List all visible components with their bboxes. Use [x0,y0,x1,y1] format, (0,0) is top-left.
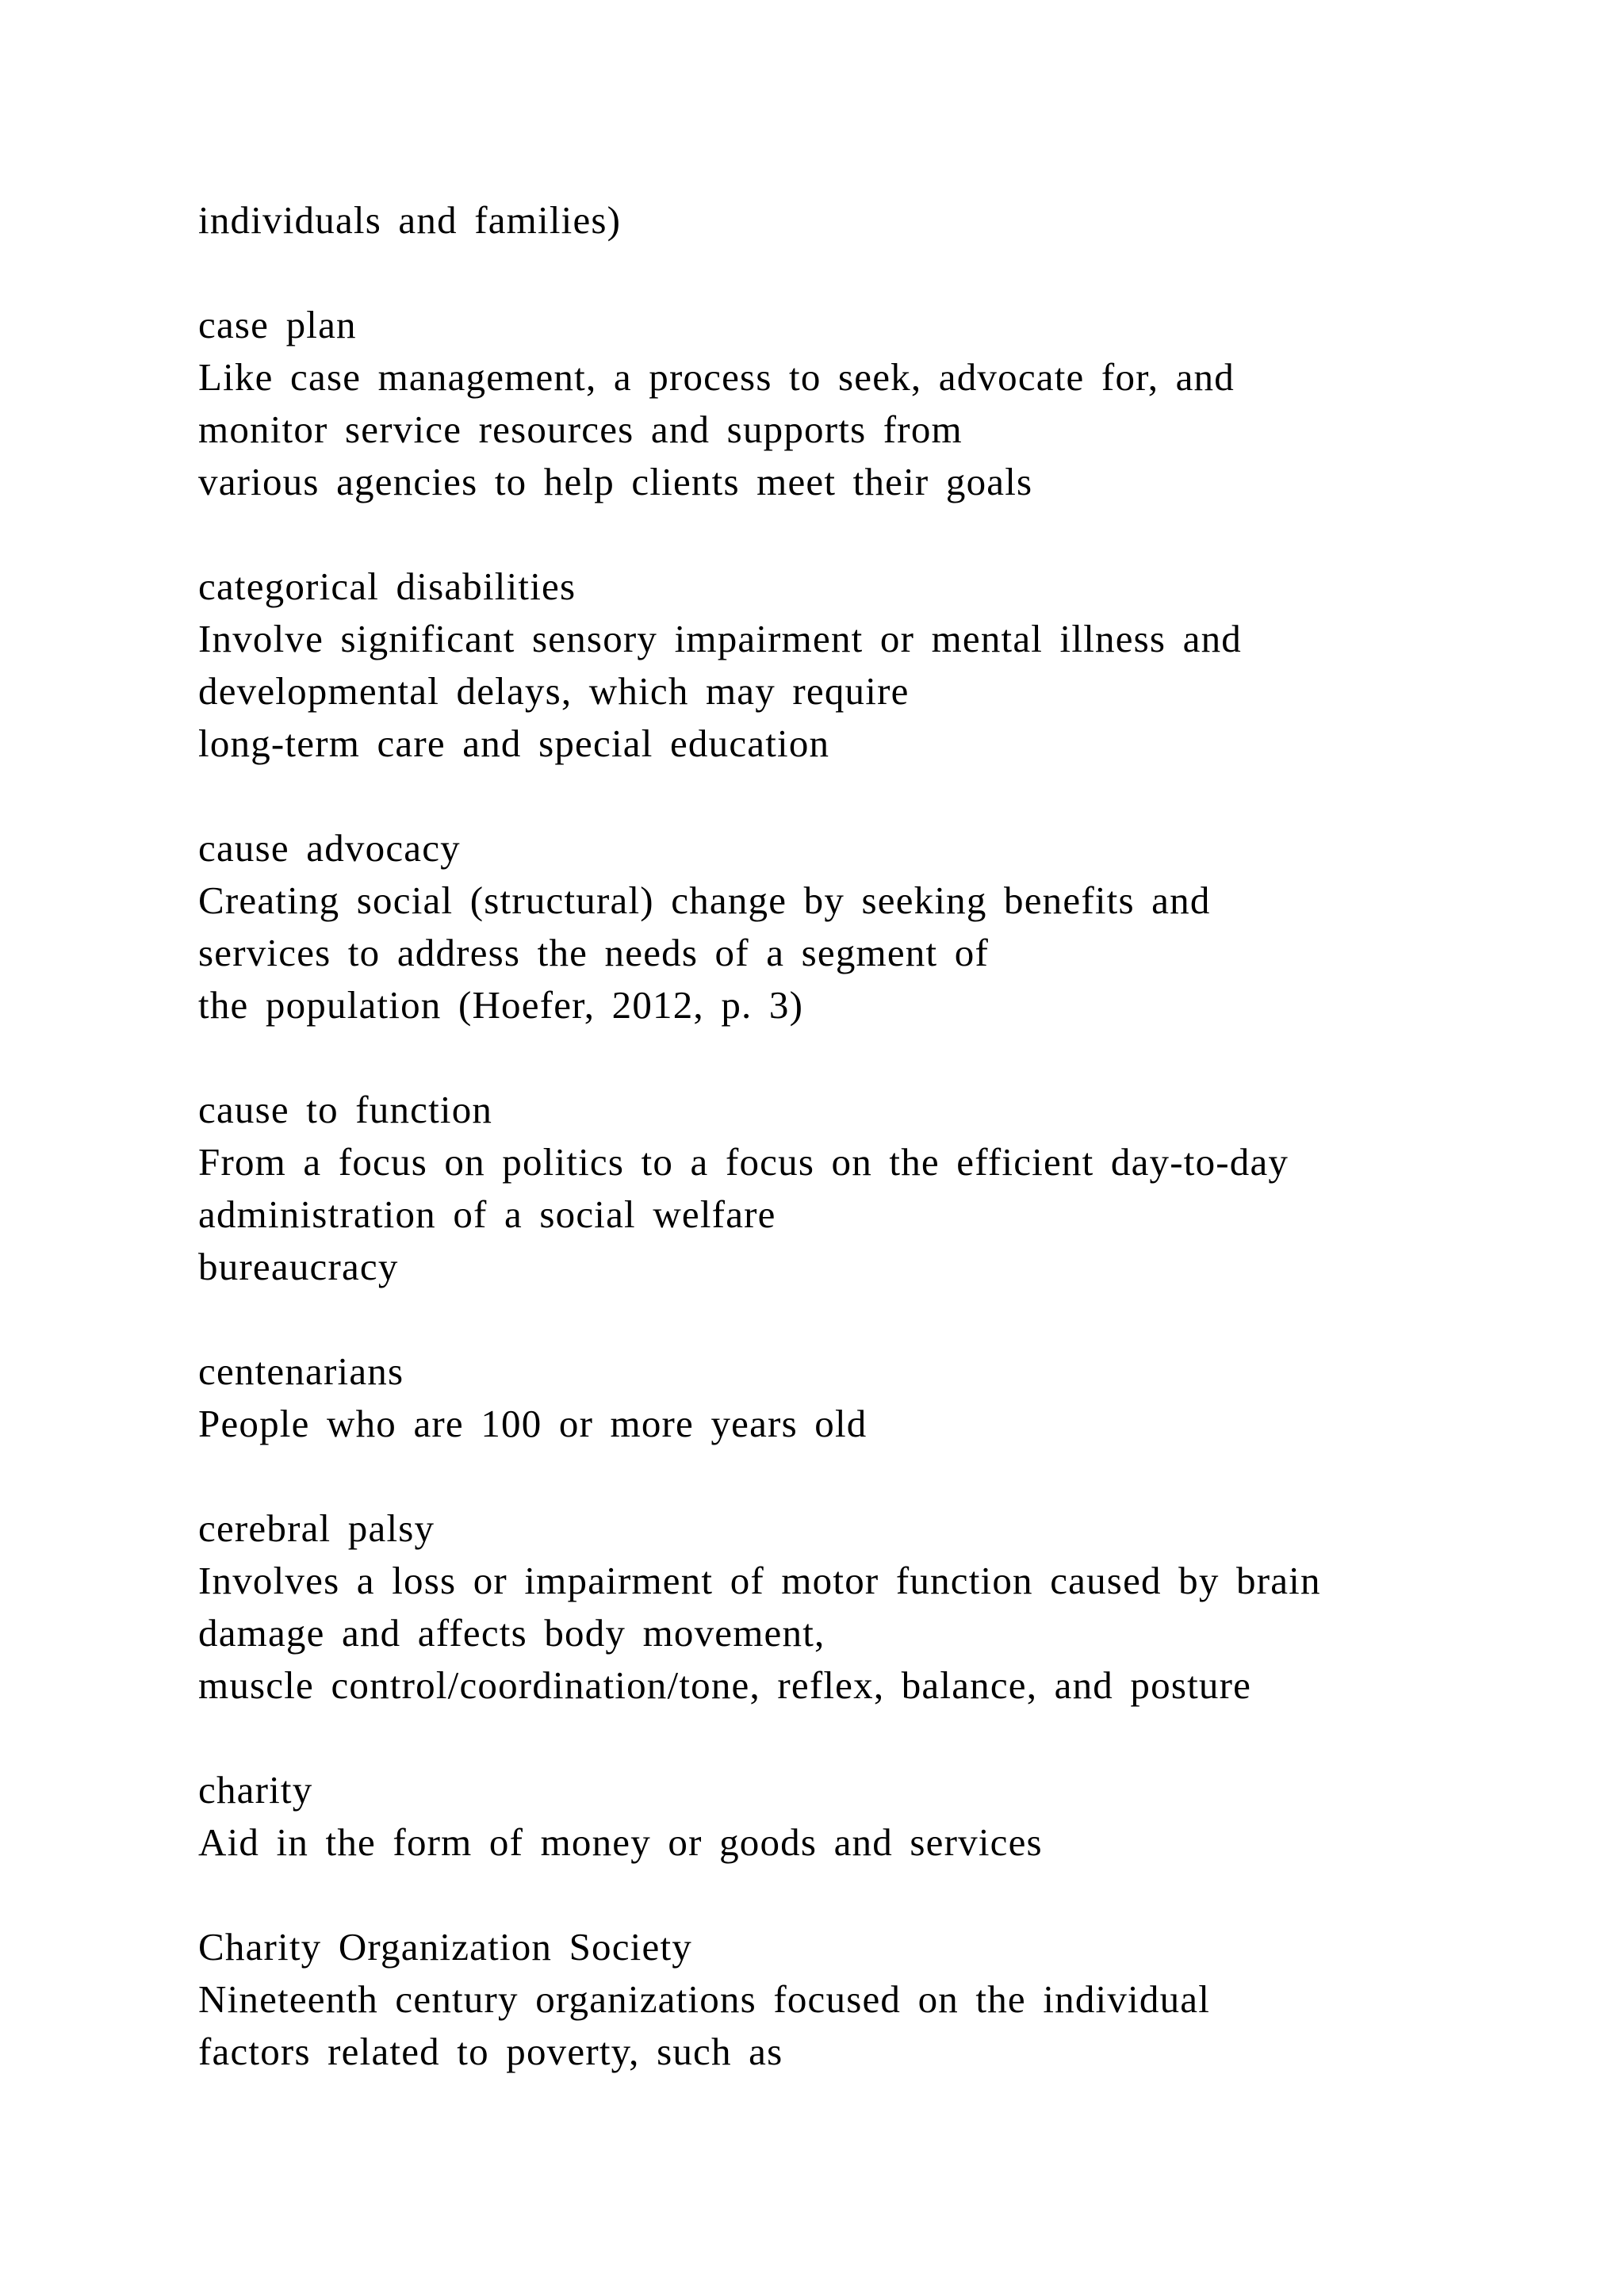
glossary-entry-case-plan [198,299,1546,508]
glossary-term: cerebral palsy [198,1506,435,1550]
definition-line: bureaucracy [198,1245,399,1288]
glossary-entry-categorical-disabilities [198,561,1546,770]
definition-line: factors related to poverty, such as [198,2030,783,2073]
definition-line: From a focus on politics to a focus on the efficient day-to-day [198,1140,1289,1184]
glossary-term: charity [198,1768,313,1812]
definition-line: Nineteenth century organizations focused on the individual [198,1977,1211,2021]
definition-line: long-term care and special education [198,721,830,765]
definition-line: Like case management, a process to seek, advocate for, and [198,355,1235,399]
glossary-entry-charity [198,1764,1546,1869]
glossary-entry-cause-to-function [198,1084,1546,1293]
glossary-term: centenarians [198,1349,404,1393]
definition-line: muscle control/coordination/tone, reflex, balance, and posture [198,1663,1252,1707]
definition-line: Involve significant sensory impairment or mental illness and [198,617,1242,660]
definition-line: administration of a social welfare [198,1192,776,1236]
definition-line: monitor service resources and supports from [198,408,963,451]
glossary-term: Charity Organization Society [198,1925,692,1969]
glossary-entry-charity-organization-society [198,1921,1546,2078]
definition-line: Aid in the form of money or goods and services [198,1820,1043,1864]
definition-line: Involves a loss or impairment of motor function caused by brain [198,1559,1321,1602]
glossary-text [198,194,1546,2130]
definition-line: various agencies to help clients meet their goals [198,460,1033,503]
definition-line: damage and affects body movement, [198,1611,825,1655]
lead-line: individuals and families) [198,198,622,242]
glossary-term: cause to function [198,1088,493,1131]
definition-line: People who are 100 or more years old [198,1402,868,1445]
glossary-term: case plan [198,303,357,346]
glossary-entry-centenarians [198,1345,1546,1450]
definition-line: developmental delays, which may require [198,669,910,713]
glossary-term: categorical disabilities [198,564,576,608]
glossary-entry-cause-advocacy [198,822,1546,1031]
glossary-term: cause advocacy [198,826,461,870]
lead-fragment [198,194,1546,247]
glossary-entry-cerebral-palsy [198,1502,1546,1712]
definition-line: Creating social (structural) change by seeking benefits and [198,878,1211,922]
definition-line: services to address the needs of a segment of [198,931,989,974]
definition-line: the population (Hoefer, 2012, p. 3) [198,983,804,1027]
